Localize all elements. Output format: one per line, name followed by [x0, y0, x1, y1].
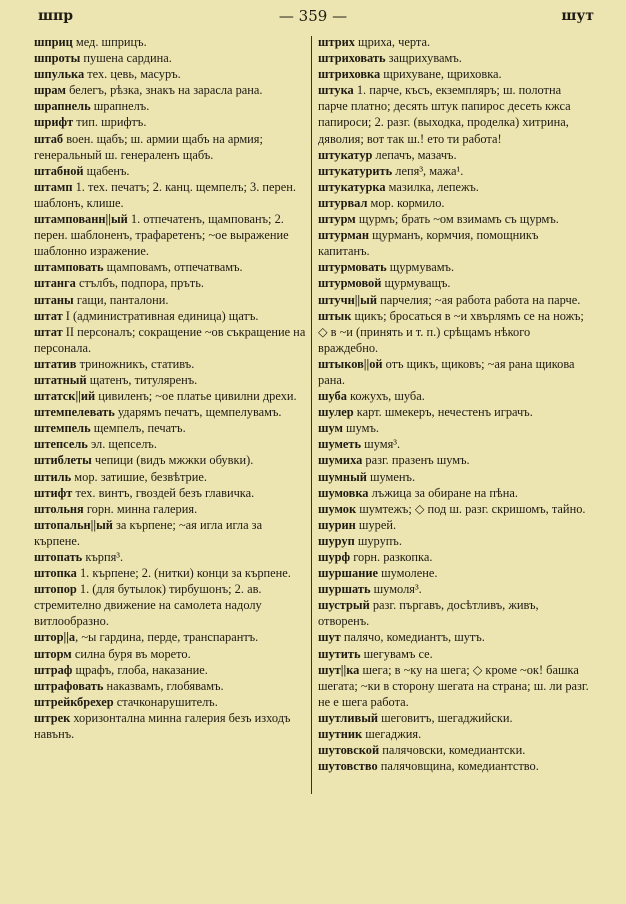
- entry-definition: тех. цевь, масуръ.: [84, 67, 181, 82]
- entry-headword: шумиха: [318, 453, 363, 468]
- entry-headword: штурмовой: [318, 276, 382, 291]
- entry-definition: шурей.: [355, 517, 397, 532]
- entry-definition: шурупъ.: [354, 533, 402, 548]
- entry-definition: хоризонтална минна галерия безъ изходъ навънъ.: [34, 710, 291, 742]
- dictionary-entry: [318, 726, 590, 742]
- header-right-guide: шут: [561, 8, 594, 24]
- entry-definition: цивиленъ; ~ое платье цивилни дрехи.: [95, 389, 297, 404]
- entry-headword: штамп: [34, 179, 73, 194]
- dictionary-entry: [34, 678, 306, 694]
- dictionary-entry: [34, 34, 306, 50]
- dictionary-entry: [34, 388, 306, 404]
- dictionary-entry: [318, 469, 590, 485]
- entry-definition: 1. тех. печатъ; 2. канц. щемпелъ; 3. перен. шаблонъ, клише.: [34, 179, 296, 210]
- entry-headword: штрих: [318, 35, 355, 49]
- entry-definition: чепици (видъ мжжки обувки).: [91, 453, 254, 468]
- dictionary-entry: [318, 710, 590, 726]
- entry-headword: шуметь: [318, 437, 362, 452]
- dictionary-entry: [318, 517, 590, 533]
- entry-definition: шумолене.: [377, 566, 438, 581]
- entry-headword: штепсель: [34, 437, 88, 452]
- entry-definition: разг. празенъ шумъ.: [362, 453, 470, 468]
- dictionary-entry: [318, 662, 590, 710]
- entry-headword: шрифт: [34, 115, 74, 130]
- entry-headword: шуруп: [318, 533, 355, 548]
- entry-definition: мор. затишие, безвѣтрие.: [71, 469, 207, 484]
- entry-definition: щрафъ, глоба, наказание.: [72, 662, 208, 677]
- dictionary-entry: [318, 163, 590, 179]
- entry-headword: штанга: [34, 276, 76, 291]
- entry-headword: шулер: [318, 405, 354, 420]
- entry-headword: штукатурка: [318, 179, 386, 194]
- entry-definition: щемпелъ, печатъ.: [90, 421, 186, 436]
- dictionary-entry: [318, 581, 590, 597]
- entry-definition: стълбъ, подпора, пръть.: [75, 276, 204, 291]
- entry-headword: штат: [34, 324, 63, 339]
- page-header: [0, 0, 626, 30]
- entry-definition: щабенъ.: [83, 163, 130, 178]
- entry-definition: 1. отпечатенъ, щампованъ; 2. перен. шаблоненъ, трафаретенъ; ~ое выражение шаблонно изражение.: [34, 212, 289, 259]
- entry-headword: штопальн||ый: [34, 517, 113, 532]
- entry-definition: шрапнелъ.: [90, 99, 150, 114]
- dictionary-entry: [34, 452, 306, 468]
- entry-definition: , ~ы гардина, перде, транспарантъ.: [75, 630, 259, 645]
- entry-headword: штрейкбрехер: [34, 694, 114, 709]
- entry-headword: шпулька: [34, 67, 85, 82]
- entry-headword: штриховать: [318, 51, 386, 66]
- entry-headword: штрек: [34, 710, 71, 725]
- right-column: [318, 34, 590, 774]
- entry-headword: шум: [318, 421, 343, 436]
- dictionary-entry: [318, 485, 590, 501]
- entry-definition: ударямъ печатъ, щемпелувамъ.: [114, 405, 282, 420]
- entry-definition: щикъ; бросаться в ~и хвърлямъ се на ножъ; ◇ в ~и (принять и т. п.) срѣщамъ нѣкого враждебно.: [318, 308, 584, 355]
- entry-headword: штраф: [34, 662, 73, 677]
- entry-definition: щурмъ; брать ~ом взимамъ съ щурмъ.: [355, 212, 559, 227]
- entry-headword: штриховка: [318, 67, 381, 82]
- entry-definition: щамповамъ, отпечатвамъ.: [103, 260, 243, 275]
- dictionary-entry: [318, 195, 590, 211]
- entry-definition: шегаджия.: [362, 727, 422, 742]
- dictionary-entry: [34, 259, 306, 275]
- entry-headword: шторм: [34, 646, 72, 661]
- entry-headword: штурвал: [318, 195, 368, 210]
- entry-headword: штатск||ий: [34, 389, 96, 404]
- entry-definition: белегъ, рѣзка, знакъ на зарасла рана.: [66, 83, 263, 98]
- dictionary-entry: [318, 82, 590, 146]
- entry-definition: тип. шрифтъ.: [73, 115, 147, 130]
- entry-definition: шумоля³.: [370, 582, 422, 597]
- dictionary-entry: [34, 179, 306, 211]
- entry-headword: шутовской: [318, 743, 380, 758]
- dictionary-entry: [34, 66, 306, 82]
- dictionary-entry: [318, 597, 590, 629]
- entry-definition: за кърпене; ~ая игла игла за кърпене.: [34, 517, 263, 548]
- entry-definition: горн. разкопка.: [350, 550, 433, 564]
- entry-definition: мор. кормило.: [367, 195, 445, 210]
- dictionary-entry: [318, 436, 590, 452]
- entry-definition: стачконарушителъ.: [113, 694, 218, 709]
- entry-headword: штукатур: [318, 147, 373, 162]
- dictionary-entry: [34, 292, 306, 308]
- dictionary-entry: [34, 114, 306, 130]
- dictionary-entry: [34, 646, 306, 662]
- entry-headword: штампованн||ый: [34, 212, 128, 227]
- entry-headword: шуршание: [318, 566, 378, 581]
- dictionary-entry: [318, 211, 590, 227]
- dictionary-entry: [318, 629, 590, 645]
- entry-definition: воен. щабъ; ш. армии щабъ на армия; генеральный ш. генераленъ щабъ.: [34, 131, 263, 162]
- entry-headword: шрапнель: [34, 99, 91, 114]
- dictionary-entry: [34, 163, 306, 179]
- entry-definition: парчелия; ~ая работа работа на парче.: [376, 292, 581, 307]
- entry-definition: шумъ.: [342, 421, 379, 436]
- dictionary-entry: [318, 292, 590, 308]
- entry-headword: шрам: [34, 83, 66, 98]
- entry-headword: штрафовать: [34, 678, 104, 693]
- entry-definition: шегувамъ се.: [360, 646, 433, 661]
- dictionary-entry: [34, 372, 306, 388]
- entry-definition: 1. парче, късъ, екземпляръ; ш. полотна парче платно; десять штук папирос десеть кжса папироси; 2. разг. (выходка, проделка) хитрина, дяволия; вот так ш.! ето ти работа!: [318, 83, 571, 146]
- entry-headword: шурин: [318, 517, 356, 532]
- dictionary-entry: [34, 710, 306, 742]
- dictionary-entry: [34, 308, 306, 324]
- entry-headword: шустрый: [318, 598, 370, 613]
- entry-headword: штопка: [34, 566, 77, 581]
- entry-headword: штат: [34, 308, 63, 323]
- dictionary-entry: [34, 694, 306, 710]
- entry-headword: штукатурить: [318, 163, 393, 178]
- entry-definition: триножникъ, стативъ.: [76, 356, 195, 371]
- entry-definition: разг. пъргавъ, досѣтливъ, живъ, отворенъ.: [318, 598, 539, 629]
- dictionary-entry: [34, 404, 306, 420]
- entry-headword: шутник: [318, 727, 363, 742]
- dictionary-entry: [34, 356, 306, 372]
- entry-definition: 1. кърпене; 2. (нитки) конци за кърпене.: [76, 566, 291, 581]
- entry-headword: штатив: [34, 356, 77, 371]
- dictionary-entry: [318, 147, 590, 163]
- entry-headword: шут||ка: [318, 662, 360, 677]
- dictionary-entry: [34, 82, 306, 98]
- entry-headword: шпроты: [34, 51, 81, 66]
- entry-definition: палячовски, комедиантски.: [379, 743, 526, 758]
- entry-headword: штатный: [34, 372, 87, 387]
- entry-headword: штольня: [34, 501, 84, 516]
- entry-headword: шутовство: [318, 759, 378, 774]
- entry-definition: щурмуващъ.: [381, 276, 451, 291]
- entry-definition: шумтежъ; ◇ под ш. разг. скришомъ, тайно.: [356, 501, 586, 516]
- entry-definition: шеговитъ, шегаджийски.: [378, 710, 513, 725]
- dictionary-entry: [34, 581, 306, 629]
- dictionary-entry: [318, 34, 590, 50]
- dictionary-entry: [34, 549, 306, 565]
- entry-headword: штиблеты: [34, 453, 92, 468]
- dictionary-entry: [318, 388, 590, 404]
- dictionary-entry: [318, 227, 590, 259]
- dictionary-entry: [318, 179, 590, 195]
- entry-definition: II персоналъ; сокращение ~ов съкращение на персонала.: [34, 324, 306, 355]
- entry-headword: штык: [318, 308, 352, 323]
- entry-headword: шурф: [318, 550, 351, 564]
- entry-definition: защрихувамъ.: [385, 51, 462, 66]
- dictionary-entry: [318, 356, 590, 388]
- entry-definition: лепачъ, мазачъ.: [372, 147, 457, 162]
- entry-headword: штопор: [34, 582, 77, 597]
- dictionary-entry: [34, 629, 306, 645]
- dictionary-entry: [34, 517, 306, 549]
- dictionary-entry: [34, 485, 306, 501]
- dictionary-entry: [318, 404, 590, 420]
- entry-definition: пушена сардина.: [80, 51, 172, 66]
- column-divider: [311, 36, 312, 794]
- entry-definition: щатенъ, титуляренъ.: [86, 372, 198, 387]
- entry-headword: штамповать: [34, 260, 104, 275]
- entry-definition: шумя³.: [361, 437, 401, 452]
- left-column: [34, 34, 306, 742]
- dictionary-entry: [34, 662, 306, 678]
- dictionary-entry: [34, 469, 306, 485]
- entry-headword: шутить: [318, 646, 361, 661]
- entry-headword: штучн||ый: [318, 292, 377, 307]
- entry-definition: щриха, черта.: [354, 35, 431, 49]
- dictionary-entry: [318, 308, 590, 356]
- entry-definition: отъ щикъ, щиковъ; ~ая рана щикова рана.: [318, 356, 575, 387]
- entry-definition: палячовщина, комедиантство.: [377, 759, 539, 774]
- entry-headword: шуршать: [318, 582, 371, 597]
- entry-definition: тех. винтъ, гвоздей безъ главичка.: [72, 485, 255, 500]
- entry-headword: штурман: [318, 228, 369, 243]
- entry-headword: шумовка: [318, 485, 369, 500]
- entry-headword: штука: [318, 83, 354, 98]
- header-left-guide: шпр: [38, 8, 74, 24]
- entry-headword: штор||а: [34, 630, 76, 645]
- entry-headword: штемпелевать: [34, 405, 115, 420]
- dictionary-entry: [318, 66, 590, 82]
- entry-headword: штыков||ой: [318, 356, 383, 371]
- dictionary-entry: [34, 131, 306, 163]
- entry-headword: штемпель: [34, 421, 91, 436]
- entry-definition: силна буря въ морето.: [71, 646, 191, 661]
- dictionary-entry: [318, 742, 590, 758]
- dictionary-entry: [34, 324, 306, 356]
- dictionary-entry: [318, 646, 590, 662]
- dictionary-entry: [318, 50, 590, 66]
- entry-definition: гащи, панталони.: [73, 292, 169, 307]
- entry-definition: наказвамъ, глобявамъ.: [103, 678, 224, 693]
- entry-definition: карт. шмекеръ, нечестенъ играчъ.: [353, 405, 533, 420]
- entry-headword: штабной: [34, 163, 84, 178]
- entry-definition: эл. щепселъ.: [87, 437, 157, 452]
- entry-headword: штиль: [34, 469, 72, 484]
- entry-definition: щрихуване, щриховка.: [380, 67, 502, 82]
- dictionary-entry: [318, 275, 590, 291]
- entry-definition: шега; в ~ку на шега; ◇ кроме ~ок! башка шегата; ~ки в сторону шегата на страна; ш. ли разг. не е шега работа.: [318, 662, 589, 709]
- dictionary-entry: [318, 259, 590, 275]
- entry-definition: кърпя³.: [82, 550, 124, 564]
- entry-definition: горн. минна галерия.: [83, 501, 198, 516]
- dictionary-entry: [34, 436, 306, 452]
- dictionary-entry: [34, 565, 306, 581]
- dictionary-entry: [318, 533, 590, 549]
- dictionary-entry: [318, 549, 590, 565]
- entry-definition: лъжица за обиране на пѣна.: [368, 485, 518, 500]
- entry-headword: шумный: [318, 469, 367, 484]
- entry-definition: мед. шприцъ.: [72, 35, 147, 49]
- dictionary-entry: [318, 420, 590, 436]
- entry-headword: штифт: [34, 485, 73, 500]
- entry-headword: шприц: [34, 35, 73, 49]
- dictionary-entry: [318, 758, 590, 774]
- entry-headword: шуба: [318, 389, 347, 404]
- entry-definition: щурмувамъ.: [386, 260, 455, 275]
- entry-definition: I (административная единица) щатъ.: [62, 308, 259, 323]
- entry-headword: шут: [318, 630, 341, 645]
- entry-definition: шуменъ.: [366, 469, 416, 484]
- dictionary-entry: [34, 501, 306, 517]
- dictionary-entry: [318, 501, 590, 517]
- dictionary-entry: [318, 452, 590, 468]
- entry-headword: штаны: [34, 292, 74, 307]
- dictionary-entry: [34, 420, 306, 436]
- entry-definition: палячо, комедиантъ, шутъ.: [340, 630, 485, 645]
- entry-headword: штаб: [34, 131, 64, 146]
- entry-headword: штурм: [318, 212, 356, 227]
- entry-definition: лепя³, мажа¹.: [392, 163, 464, 178]
- entry-headword: штурмовать: [318, 260, 387, 275]
- dictionary-entry: [34, 211, 306, 259]
- dictionary-entry: [34, 50, 306, 66]
- entry-definition: мазилка, лепежъ.: [385, 179, 479, 194]
- entry-headword: шумок: [318, 501, 357, 516]
- dictionary-entry: [34, 275, 306, 291]
- entry-definition: 1. (для бутылок) тирбушонъ; 2. ав. стремително движение на самолета надолу витлообразно.: [34, 582, 262, 629]
- entry-definition: кожухъ, шуба.: [346, 389, 425, 404]
- dictionary-entry: [318, 565, 590, 581]
- entry-headword: штопать: [34, 550, 83, 564]
- page-number: — 359 —: [278, 7, 348, 25]
- entry-definition: щурманъ, кормчия, помощникъ капитанъ.: [318, 228, 539, 259]
- dictionary-entry: [34, 98, 306, 114]
- entry-headword: шутливый: [318, 710, 379, 725]
